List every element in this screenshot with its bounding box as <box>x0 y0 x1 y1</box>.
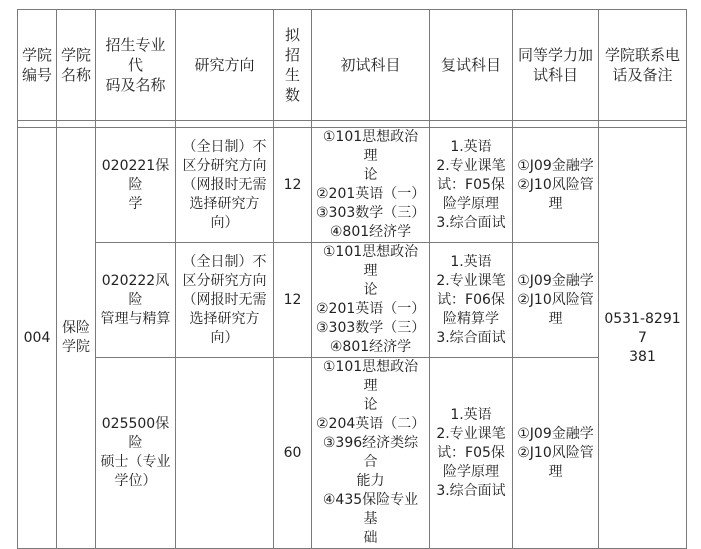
initial-exam-cell: ①101思想政治理 论 ②201英语（一） ③303数学（三） ④801经济学 <box>312 128 430 243</box>
college-code-cell: 004 <box>18 128 57 549</box>
header-college-name: 学院 名称 <box>57 10 96 121</box>
header-extra-exam: 同等学力加 试科目 <box>513 10 599 121</box>
table-row <box>18 128 687 243</box>
direction-cell: （全日制）不 区分研究方向 （网报时无需 选择研究方 向） <box>176 243 274 358</box>
quota-cell: 12 <box>274 128 312 243</box>
quota-cell: 60 <box>274 358 312 549</box>
contact-cell: 0531-82917 381 <box>599 128 687 549</box>
retest-cell: 1.英语 2.专业课笔 试：F06保 险精算学 3.综合面试 <box>430 243 513 358</box>
spacer-row <box>18 121 687 128</box>
header-direction: 研究方向 <box>176 10 274 121</box>
table-row <box>18 243 687 358</box>
major-cell: 020222风险 管理与精算 <box>96 243 176 358</box>
header-major: 招生专业代 码及名称 <box>96 10 176 121</box>
direction-cell: （全日制）不 区分研究方向 （网报时无需 选择研究方 向） <box>176 128 274 243</box>
table-row <box>18 358 687 549</box>
retest-cell: 1.英语 2.专业课笔 试：F05保 险学原理 3.综合面试 <box>430 128 513 243</box>
admission-table <box>17 9 687 549</box>
initial-exam-cell: ①101思想政治理 论 ②201英语（一） ③303数学（三） ④801经济学 <box>312 243 430 358</box>
major-cell: 025500保险 硕士（专业 学位） <box>96 358 176 549</box>
initial-exam-cell: ①101思想政治理 论 ②204英语（二） ③396经济类综合 能力 ④435保险专业基 础 <box>312 358 430 549</box>
retest-cell: 1.英语 2.专业课笔 试：F05保 险学原理 3.综合面试 <box>430 358 513 549</box>
extra-exam-cell: ①J09金融学 ②J10风险管 理 <box>513 358 599 549</box>
header-contact: 学院联系电 话及备注 <box>599 10 687 121</box>
college-name-cell: 保险 学院 <box>57 128 96 549</box>
header-row <box>18 10 687 121</box>
extra-exam-cell: ①J09金融学 ②J10风险管 理 <box>513 128 599 243</box>
major-cell: 020221保险 学 <box>96 128 176 243</box>
header-quota: 拟招 生数 <box>274 10 312 121</box>
quota-cell: 12 <box>274 243 312 358</box>
header-college-code: 学院 编号 <box>18 10 57 121</box>
extra-exam-cell: ①J09金融学 ②J10风险管 理 <box>513 243 599 358</box>
header-retest: 复试科目 <box>430 10 513 121</box>
header-initial-exam: 初试科目 <box>312 10 430 121</box>
direction-cell <box>176 358 274 549</box>
